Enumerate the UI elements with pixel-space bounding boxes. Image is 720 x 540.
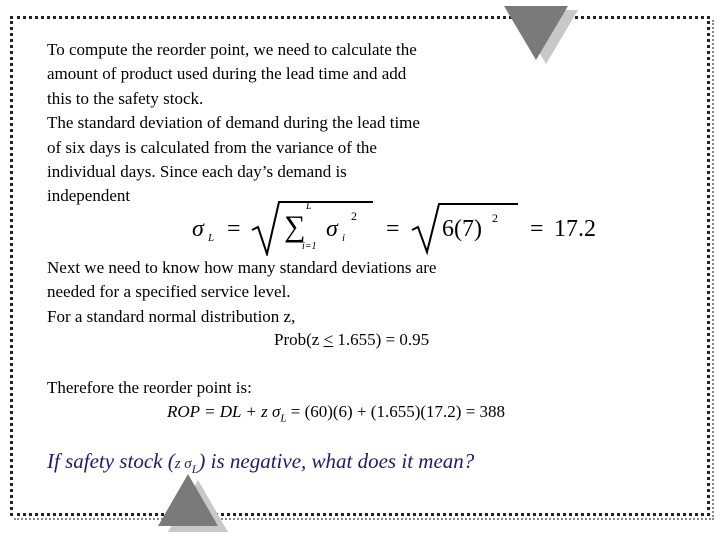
sum-lower: i=1 xyxy=(302,241,317,252)
intro-line: this to the safety stock. xyxy=(47,88,204,108)
intro-paragraph xyxy=(47,38,517,209)
lead-time-std-dev-formula xyxy=(190,196,610,256)
formula-sigma-l-sub: L xyxy=(208,232,215,244)
reorder-intro: Therefore the reorder point is: xyxy=(47,378,252,397)
intro-line: The standard deviation of demand during the lead time xyxy=(47,113,420,133)
service-line: For a standard normal distribution z, xyxy=(47,306,296,326)
rop-equation: ROP = DL + z $\sigma_L = (60)(6) + (1.655)(17.2) = 388$ xyxy=(167,402,506,425)
summation-symbol: ∑ xyxy=(284,210,306,243)
bottom-triangle-decoration xyxy=(158,474,218,526)
service-paragraph xyxy=(47,256,547,329)
formula-exponent: 2 xyxy=(351,209,357,223)
formula-result: 17.2 xyxy=(554,216,596,242)
formula-sigma-l: σ xyxy=(192,216,204,242)
svg-text:=: = xyxy=(386,216,400,242)
sum-upper: L xyxy=(306,201,312,212)
formula-expansion-exp: 2 xyxy=(492,211,498,225)
service-line: Next we need to know how many standard deviations are xyxy=(47,258,437,277)
intro-line: independent xyxy=(47,186,131,206)
service-line: needed for a specified service level. xyxy=(47,282,291,302)
probability-statement: Prob(z < 1.655) = 0.95 xyxy=(274,330,430,349)
le-symbol: < xyxy=(323,330,334,349)
formula-sigma-i: σ xyxy=(326,216,338,242)
intro-line: of six days is calculated from the variance of the xyxy=(47,137,377,157)
intro-line: amount of product used during the lead time and add xyxy=(47,64,407,84)
question-text: If safety stock (z $\sigma_L$) is negative, what does it mean? xyxy=(47,449,475,477)
intro-line: individual days. Since each day’s demand is xyxy=(47,162,347,182)
formula-expansion: 6(7) xyxy=(442,216,482,242)
svg-text:=: = xyxy=(227,216,241,242)
svg-text:=: = xyxy=(530,216,544,242)
intro-line: To compute the reorder point, we need to calculate the xyxy=(47,40,417,59)
formula-sigma-i-sub: i xyxy=(342,232,346,244)
